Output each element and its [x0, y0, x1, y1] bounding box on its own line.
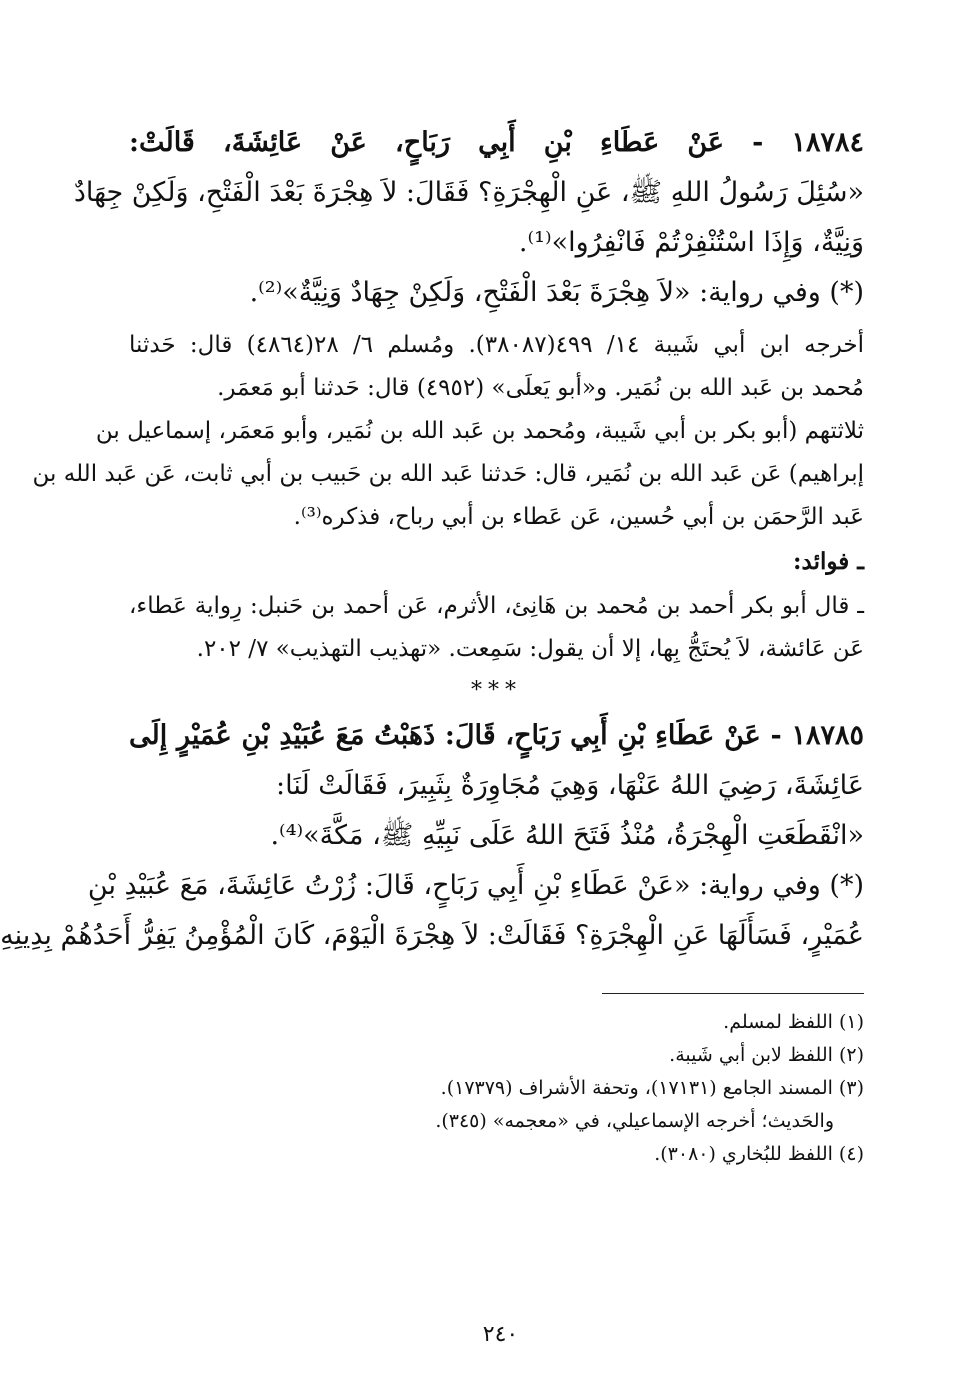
section-separator: ***	[471, 678, 522, 703]
hadith-18784-opening: ١٨٧٨٤ - عَنْ عَطَاءِ بْنِ أَبِي رَبَاحٍ، عَنْ عَائِشَةَ، قَالَتْ:	[129, 127, 864, 158]
hadith-18785-variant: عُمَيْرٍ، فَسَأَلَهَا عَنِ الْهِجْرَةِ؟ فَقَالَتْ: لاَ هِجْرَةَ الْيَوْمَ، كَانَ الْمُؤْمِنُ يَفِرُّ أَحَدُهُمْ بِدِينِهِ	[0, 920, 864, 951]
takhrij-line: إبراهيم) عَن عَبد الله بن نُمَير، قال: حَدثنا عَبد الله بن حَبيب بن أبي ثابت، عَن عَبد الله بن	[32, 461, 864, 487]
footnote-item: والحَديث؛ أخرجه الإسماعيلي، في «معجمه» (٣٤٥).	[435, 1110, 834, 1132]
hadith-18785-text: عَائِشَةَ، رَضِيَ اللهُ عَنْهَا، وَهِيَ مُجَاوِرَةٌ بِثَبِيرَ، فَقَالَتْ لَنَا:	[276, 770, 864, 801]
footnote-divider	[602, 993, 864, 994]
takhrij-line: أخرجه ابن أبي شَيبة ١٤/ ٤٩٩(٣٨٠٨٧). ومُسلم ٦/ ٢٨(٤٨٦٤) قال: حَدثنا	[129, 332, 865, 358]
hadith-18784-text-end: وَنِيَّةٌ، وَإِذَا اسْتُنْفِرْتُمْ فَانْفِرُوا»⁽¹⁾.	[518, 227, 864, 258]
footnotes	[129, 1006, 864, 1171]
fawaid-line: ـ قال أبو بكر أحمد بن مُحمد بن هَانِئ، الأثرم، عَن أحمد بن حَنبل: رِواية عَطاء،	[129, 593, 864, 619]
takhrij-line: ثلاثتهم (أبو بكر بن أبي شَيبة، ومُحمد بن عَبد الله بن نُمَير، وأبو مَعمَر، إسماعيل بن	[95, 418, 864, 444]
takhrij-line: عَبد الرَّحمَن بن أبي حُسين، عَن عَطاء بن أبي رباح، فذكره⁽³⁾.	[293, 504, 864, 530]
footnote-item: (٣) المسند الجامع (١٧١٣١)، وتحفة الأشراف (١٧٣٧٩).	[440, 1077, 864, 1099]
hadith-18785-variant: (*) وفي رواية: «عَنْ عَطَاءِ بْنِ أَبِي رَبَاحٍ، قَالَ: زُرْتُ عَائِشَةَ، مَعَ عُبَيْدِ بْنِ	[87, 870, 864, 901]
fawaid-heading: ـ فوائد:	[793, 548, 864, 575]
hadith-18785-opening: ١٨٧٨٥ - عَنْ عَطَاءِ بْنِ أَبِي رَبَاحٍ، قَالَ: ذَهَبْتُ مَعَ عُبَيْدِ بْنِ عُمَيْرٍ إِلَى	[129, 720, 864, 751]
takhrij-line: مُحمد بن عَبد الله بن نُمَير. و«أبو يَعلَى» (٤٩٥٢) قال: حَدثنا أبو مَعمَر.	[217, 375, 864, 401]
fawaid-line: عَن عَائشة، لاَ يُحتَجُّ بِها، إلا أن يقول: سَمِعت. «تهذيب التهذيب» ٧/ ٢٠٢.	[196, 636, 864, 662]
footnote-item: (٤) اللفظ للبُخاري (٣٠٨٠).	[654, 1143, 864, 1165]
footnote-item: (١) اللفظ لمسلم.	[723, 1011, 864, 1033]
footnote-item: (٢) اللفظ لابن أبي شَيبة.	[669, 1044, 864, 1066]
hadith-18784-variant: (*) وفي رواية: «لاَ هِجْرَةَ بَعْدَ الْفَتْحِ، وَلَكِنْ جِهَادٌ وَنِيَّةٌ»⁽²⁾.	[249, 277, 864, 308]
hadith-18785-text-end: «انْقَطَعَتِ الْهِجْرَةُ، مُنْذُ فَتَحَ اللهُ عَلَى نَبِيِّهِ ﷺ، مَكَّةَ»⁽⁴⁾.	[270, 820, 864, 851]
page-number: ٢٤٠	[482, 1322, 519, 1347]
hadith-18784-text: «سُئِلَ رَسُولُ اللهِ ﷺ، عَنِ الْهِجْرَةِ؟ فَقَالَ: لاَ هِجْرَةَ بَعْدَ الْفَتْحِ، وَلَكِنْ جِهَادٌ	[73, 177, 864, 208]
